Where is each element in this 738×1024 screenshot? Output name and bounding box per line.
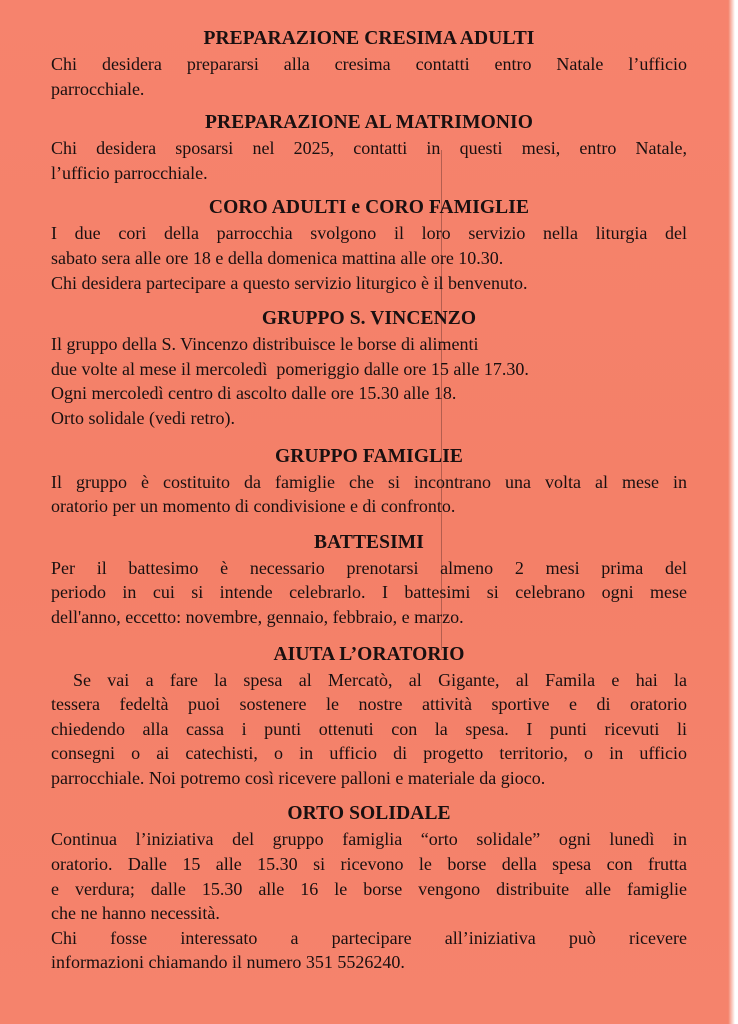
- section-matrimonio: [51, 110, 687, 185]
- body-line: Il gruppo è costituito da famiglie che si incontrano una volta al mese in: [51, 471, 687, 492]
- body-line: oratorio. Dalle 15 alle 15.30 si ricevono le borse della spesa con frutta: [51, 854, 687, 875]
- section-title: PREPARAZIONE CRESIMA ADULTI: [203, 28, 535, 49]
- body-line: Orto solidale (vedi retro).: [51, 407, 235, 428]
- section-title: GRUPPO S. VINCENZO: [261, 308, 477, 330]
- section-title: AIUTA L’ORATORIO: [273, 643, 465, 665]
- body-line: dell'anno, eccetto: novembre, gennaio, febbraio, e marzo.: [51, 606, 464, 627]
- body-line: Chi fosse interessato a partecipare all’iniziativa può ricevere: [51, 927, 687, 948]
- body-line: oratorio per un momento di condivisione e di confronto.: [51, 496, 456, 517]
- body-line: parrocchiale. Noi potremo così ricevere palloni e materiale da gioco.: [51, 767, 546, 788]
- section-gruppo-famiglie: [51, 444, 687, 519]
- section-battesimi: [51, 530, 687, 630]
- section-body: [51, 332, 687, 430]
- paper-edge: [728, 0, 738, 1024]
- section-body: [51, 827, 687, 975]
- section-san-vincenzo: [51, 306, 687, 430]
- body-line: tessera fedeltà puoi sostenere le nostre attività sportive e di oratorio: [51, 694, 687, 715]
- section-title: ORTO SOLIDALE: [287, 803, 451, 825]
- body-line: consegni o ai catechisti, o in ufficio di progetto territorio, o in ufficio: [51, 743, 687, 764]
- body-line: Se vai a fare la spesa al Mercatò, al Gigante, al Famila e hai la: [73, 669, 687, 690]
- body-line: chiedendo alla cassa i punti ottenuti con la spesa. I punti ricevuti li: [51, 718, 687, 739]
- body-line: periodo in cui si intende celebrarlo. I battesimi si celebrano ogni mese: [51, 582, 687, 603]
- section-title: GRUPPO FAMIGLIE: [274, 445, 463, 467]
- section-cori: [51, 195, 687, 295]
- body-line: Ogni mercoledì centro di ascolto dalle ore 15.30 alle 18.: [51, 383, 457, 404]
- body-line: Per il battesimo è necessario prenotarsi almeno 2 mesi prima del: [51, 557, 687, 578]
- body-line: Il gruppo della S. Vincenzo distribuisce le borse di alimenti: [51, 334, 479, 355]
- body-line: informazioni chiamando il numero 351 5526240.: [51, 952, 405, 973]
- section-title: CORO ADULTI e CORO FAMIGLIE: [208, 197, 530, 219]
- section-body: [51, 556, 687, 630]
- section-body: [51, 136, 687, 185]
- body-line: parrocchiale.: [51, 78, 145, 99]
- section-body: [51, 668, 687, 791]
- body-line: che ne hanno necessità.: [51, 903, 220, 924]
- body-line: Chi desidera prepararsi alla cresima contatti entro Natale l’ufficio: [51, 54, 687, 74]
- body-line: due volte al mese il mercoledì pomeriggio dalle ore 15 alle 17.30.: [51, 358, 529, 379]
- body-line: Chi desidera partecipare a questo servizio liturgico è il benvenuto.: [51, 272, 528, 293]
- section-orto-solidale: [51, 801, 687, 975]
- section-title: PREPARAZIONE AL MATRIMONIO: [205, 112, 533, 134]
- section-body: [51, 52, 687, 101]
- body-line: Continua l’iniziativa del gruppo famiglia “orto solidale” ogni lunedì in: [51, 829, 687, 850]
- section-body: [51, 470, 687, 519]
- section-title: BATTESIMI: [314, 531, 424, 553]
- section-aiuta-oratorio: [51, 642, 687, 791]
- flyer-content: [51, 26, 687, 975]
- body-line: sabato sera alle ore 18 e della domenica mattina alle ore 10.30.: [51, 247, 504, 268]
- section-body: [51, 221, 687, 295]
- body-line: l’ufficio parrocchiale.: [51, 162, 208, 183]
- body-line: e verdura; dalle 15.30 alle 16 le borse vengono distribuite alle famiglie: [51, 878, 687, 899]
- section-cresima-adulti: [51, 26, 687, 101]
- body-line: I due cori della parrocchia svolgono il loro servizio nella liturgia del: [51, 223, 687, 244]
- body-line: Chi desidera sposarsi nel 2025, contatti in questi mesi, entro Natale,: [51, 138, 687, 159]
